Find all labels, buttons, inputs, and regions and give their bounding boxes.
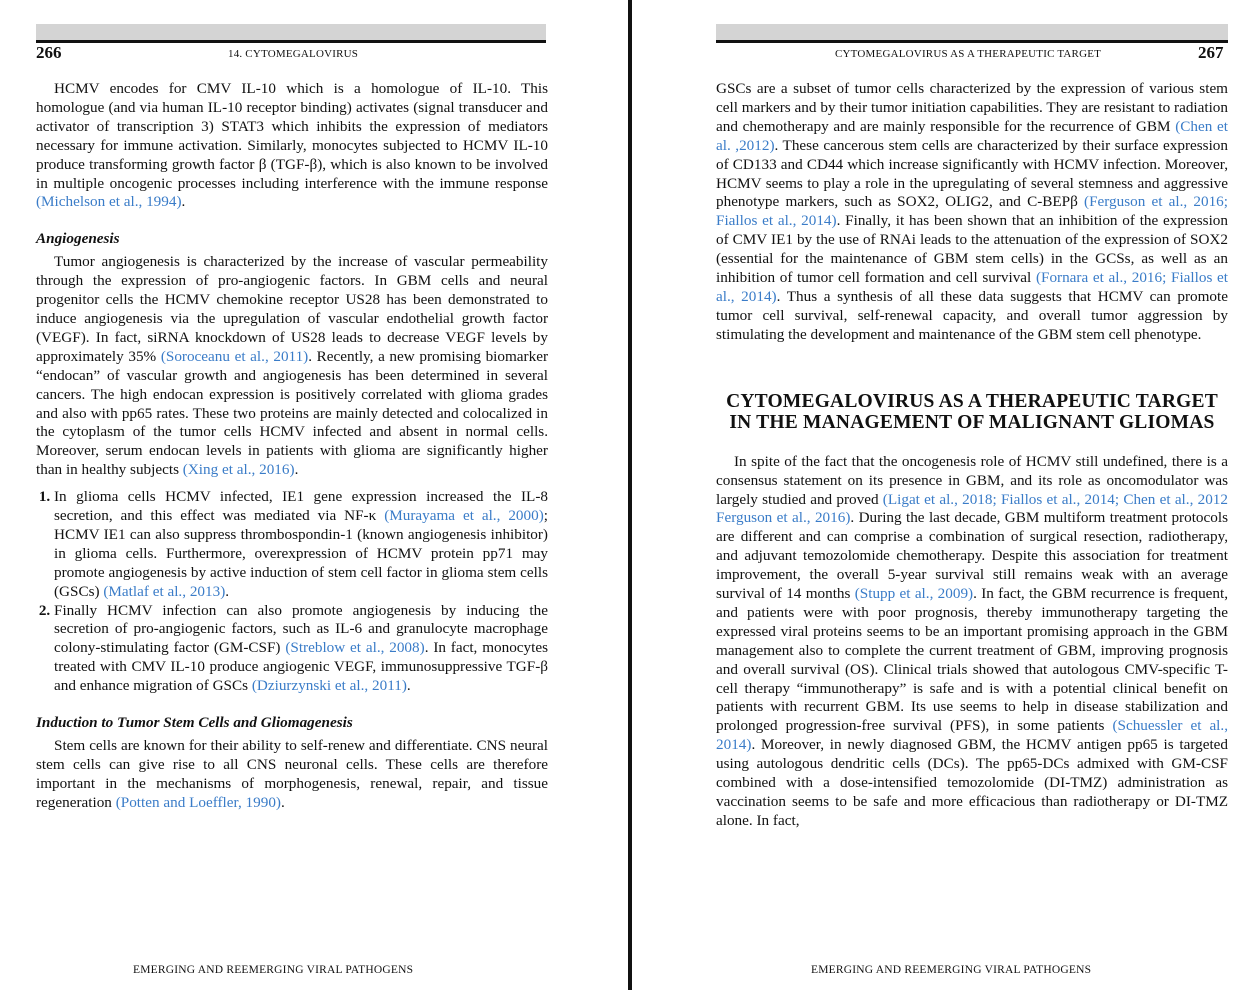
citation-link[interactable]: (Michelson et al., 1994) xyxy=(36,193,182,211)
list-item-text: In glioma cells HCMV infected, IE1 gene expression increased the IL-8 secretion, and this effect was mediated via NF-κ xyxy=(54,488,548,525)
page-footer: EMERGING AND REEMERGING VIRAL PATHOGENS xyxy=(133,964,414,976)
paragraph-text: Stem cells are known for their ability to self-renew and differentiate. CNS neural stem cells can give rise to all CNS neuronal cells. These cells are therefore important in the mechanisms of morphogenesis, renewal, repair, and tissue regeneration xyxy=(36,737,548,811)
citation-link[interactable]: (Chen et al. ,2012) xyxy=(716,117,1229,154)
list-item xyxy=(54,602,548,697)
section-heading xyxy=(716,391,1228,433)
punctuation: . xyxy=(181,193,186,211)
paragraph-text: . In fact, the GBM recurrence is frequent, and patients were with poor prognosis, thereby immunotherapy targeting the expressed viral proteins seems to be an important promising approach in the GBM management also to complete the current treatment of GBM, improving prognosis and overall survival (OS). Clinical trials showed that autologous CMV-specific T-cell therapy “immunotherapy” is safe and is with a potential clinical benefit on patients with recurrent GBM. Its use seems to help in disease stabilization and prolonged progression-free survival (PFS), in some patients xyxy=(716,585,1229,735)
citation-link[interactable]: (Stupp et al., 2009) xyxy=(854,585,974,603)
paragraph-text: . During the last decade, GBM multiform treatment protocols are different and can comprise a combination of surgical resection, radiotherapy, and adjuvant temozolomide chemotherapy. Despite this association for treatment improvement, the overall 5-year survival still remains weak with an average survival of 14 months xyxy=(716,509,1228,603)
punctuation: . xyxy=(406,677,411,695)
citation-link[interactable]: (Ligat et al., 2018; Fiallos et al., 2014; Chen et al., 2012 Ferguson et al., 2016) xyxy=(716,490,1228,527)
left-body-text xyxy=(36,80,548,813)
paragraph-text: . These cancerous stem cells are characterized by their surface expression of CD133 and CD44 which increase significantly with HCMV infection. Moreover, HCMV seems to play a role in the upregulating of several stemness and aggressive phenotype markers, such as SOX2, OLIG2, and C-BEPβ xyxy=(716,136,1228,211)
paragraph-text: . Moreover, in newly diagnosed GBM, the HCMV antigen pp65 is targeted using autologous dendritic cells (DCs). The pp65-DCs admixed with GM-CSF combined with a dose-intensified temozolomide (DI-TMZ) administration as vaccination seems to be safe and more efficacious than radiotherapy or DI-TMZ alone. In fact, xyxy=(716,736,1228,829)
paragraph xyxy=(716,453,1228,831)
list-item xyxy=(54,488,548,601)
citation-link[interactable]: (Fornara et al., 2016; Fiallos et al., 2014) xyxy=(716,269,1228,305)
paragraph xyxy=(36,80,548,212)
numbered-list xyxy=(36,488,548,696)
header-rule xyxy=(716,24,1228,43)
page-number: 267 xyxy=(1198,43,1224,62)
page-footer: EMERGING AND REEMERGING VIRAL PATHOGENS xyxy=(811,964,1092,976)
paragraph-text: In spite of the fact that the oncogenesis role of HCMV still undefined, there is a consensus statement on its presence in GBM, and its role as oncomodulator was largely studied and proved xyxy=(716,452,1228,508)
citation-link[interactable]: (Dziurzynski et al., 2011) xyxy=(251,677,407,695)
paragraph xyxy=(36,253,548,480)
citation-link[interactable]: (Schuessler et al., 2014) xyxy=(716,717,1228,754)
running-head: CYTOMEGALOVIRUS AS A THERAPEUTIC TARGET xyxy=(835,48,1102,60)
citation-link[interactable]: (Matlaf et al., 2013) xyxy=(103,582,226,600)
paragraph-text: . Finally, it has been shown that an inhibition of the expression of CMV IE1 by the use of RNAi leads to the attenuation of the expression of SOX2 (essential for the maintenance of GBM stem cells) in the GCSs, as well as an inhibition of tumor cell formation and cell survival xyxy=(716,212,1228,287)
section-heading-line: IN THE MANAGEMENT OF MALIGNANT GLIOMAS xyxy=(729,411,1215,433)
right-page xyxy=(634,0,1250,990)
list-item-text: . In fact, monocytes treated with CMV IL-10 produce angiogenic VEGF, immunosuppressive TGF-β and enhance migration of GSCs xyxy=(54,639,548,695)
paragraph-text: . Thus a synthesis of all these data suggests that HCMV can promote tumor cell survival, self-renewal capacity, and overall tumor aggression by stimulating the development and maintenance of the GBM stem cell phenotype. xyxy=(716,287,1228,343)
citation-link[interactable]: (Potten and Loeffler, 1990) xyxy=(115,793,281,811)
paragraph xyxy=(36,737,548,813)
paragraph-text: . Recently, a new promising biomarker “endocan” of vascular growth and angiogenesis has been determined in several cancers. The high endocan expression is positively correlated with glioma grades and also with pp65 rates. These two proteins are mainly detected and colocalized in the cytoplasm of the tumor cells HCMV infected and absent in normal cells. Moreover, serum endocan levels in patients with glioma are significantly higher than in healthy subjects xyxy=(36,347,548,479)
punctuation: . xyxy=(294,461,299,479)
citation-link[interactable]: (Soroceanu et al., 2011) xyxy=(160,347,309,365)
citation-link[interactable]: (Streblow et al., 2008) xyxy=(285,639,425,657)
list-item-text: Finally HCMV infection can also promote angiogenesis by inducing the secretion of pro-angiogenic factors, such as IL-6 and granulocyte macrophage colony-stimulating factor (GM-CSF) xyxy=(54,601,548,657)
page-number: 266 xyxy=(36,43,62,62)
right-body-text xyxy=(716,80,1228,831)
list-item-text: ; HCMV IE1 can also suppress thrombospondin-1 (known angiogenesis inhibitor) in glioma cells. Furthermore, overexpression of HCMV protein pp71 may promote angiogenesis by active induction of stem cell factor in glioma stem cells (GSCs) xyxy=(54,507,549,600)
header-rule xyxy=(36,24,546,43)
subsection-heading: Induction to Tumor Stem Cells and Gliomagenesis xyxy=(36,714,353,732)
citation-link[interactable]: (Xing et al., 2016) xyxy=(182,461,295,479)
book-spine xyxy=(628,0,632,990)
citation-link[interactable]: (Ferguson et al., 2016; Fiallos et al., 2014) xyxy=(716,193,1228,230)
paragraph-text: HCMV encodes for CMV IL-10 which is a homologue of IL-10. This homologue (and via human IL-10 receptor binding) activates (signal transducer and activator of transcription 3) STAT3 which inhibits the expression of mediators necessary for immune activation. Similarly, monocytes subjected to HCMV IL-10 produce transforming growth factor β (TGF-β), which is also known to be involved in multiple oncogenic processes including interference with the immune response xyxy=(36,80,548,192)
citation-link[interactable]: (Murayama et al., 2000) xyxy=(384,507,544,525)
paragraph-text: GSCs are a subset of tumor cells characterized by the expression of various stem cell markers and by their tumor initiation capabilities. They are resistant to radiation and chemotherapy and are mainly responsible for the recurrence of GBM xyxy=(716,80,1228,135)
section-heading-line: CYTOMEGALOVIRUS AS A THERAPEUTIC TARGET xyxy=(726,390,1218,412)
paragraph-text: Tumor angiogenesis is characterized by the increase of vascular permeability through the expression of pro-angiogenic factors. In GBM cells and neural progenitor cells the HCMV chemokine receptor US28 has been demonstrated to induce angiogenesis via the upregulation of vascular endothelial growth factor (VEGF). In fact, siRNA knockdown of US28 leads to decrease VEGF levels by approximately 35% xyxy=(36,253,548,365)
punctuation: . xyxy=(225,582,230,600)
punctuation: . xyxy=(281,793,285,811)
subsection-heading: Angiogenesis xyxy=(36,230,120,248)
paragraph xyxy=(716,80,1228,345)
running-head: 14. CYTOMEGALOVIRUS xyxy=(228,48,359,60)
